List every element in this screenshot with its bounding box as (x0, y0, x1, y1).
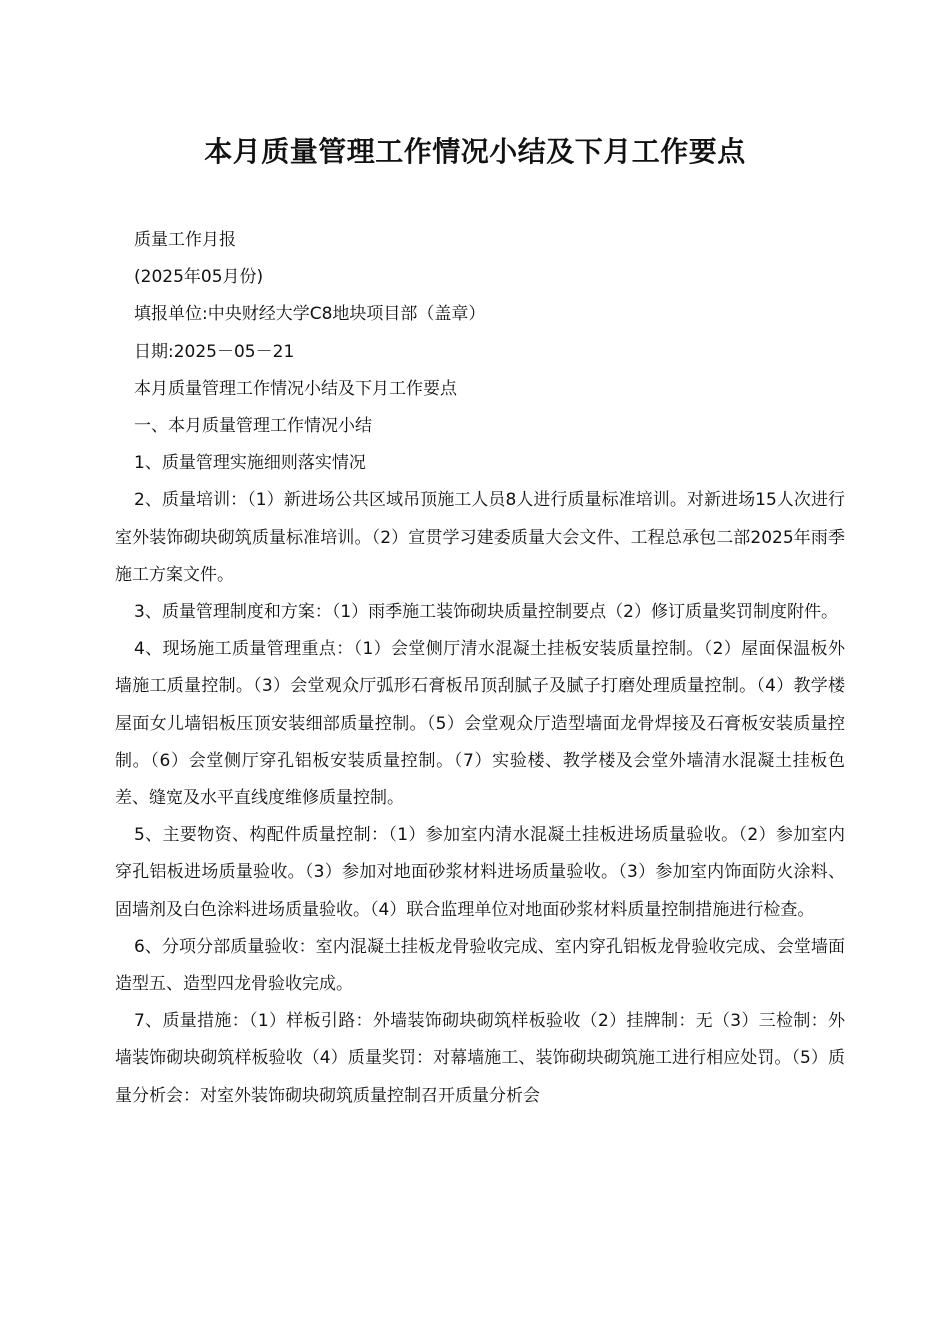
paragraph-date: 日期:2025－05－21 (134, 341, 295, 362)
paragraph-item-7: 7、质量措施：（1）样板引路：外墙装饰砌块砌筑样板验收（2）挂牌制：无（3）三检制：外墙装饰砌块砌筑样板验收（4）质量奖罚：对幕墙施工、装饰砌块砌筑施工进行相应处罚。（5）质量分析会：对室外装饰砌块砌筑质量控制召开质量分析会 (115, 1011, 845, 1106)
paragraph-item-5: 5、主要物资、构配件质量控制：（1）参加室内清水混凝土挂板进场质量验收。（2）参加室内穿孔铝板进场质量验收。（3）参加对地面砂浆材料进场质量验收。（3）参加室内饰面防火涂料、固墙剂及白色涂料进场质量验收。（4）联合监理单位对地面砂浆材料质量控制措施进行检查。 (115, 825, 845, 920)
paragraph-item-1: 1、质量管理实施细则落实情况 (134, 453, 366, 474)
document-title: 本月质量管理工作情况小结及下月工作要点 (204, 135, 746, 168)
paragraph-period: (2025年05月份) (134, 267, 264, 288)
paragraph-item-6: 6、分项分部质量验收：室内混凝土挂板龙骨验收完成、室内穿孔铝板龙骨验收完成、会堂墙面造型五、造型四龙骨验收完成。 (115, 936, 845, 995)
paragraph-item-2: 2、质量培训：（1）新进场公共区域吊顶施工人员8人进行质量标准培训。对新进场15人次进行室外装饰砌块砌筑质量标准培训。（2）宣贯学习建委质量大会文件、工程总承包二部2025年雨季施工方案文件。 (115, 490, 845, 585)
paragraph-reporting-unit: 填报单位:中央财经大学C8地块项目部（盖章） (134, 304, 486, 325)
paragraph-subtitle: 本月质量管理工作情况小结及下月工作要点 (134, 378, 457, 399)
paragraph-section-heading: 一、本月质量管理工作情况小结 (134, 416, 372, 437)
paragraph-item-3: 3、质量管理制度和方案：（1）雨季施工装饰砌块质量控制要点（2）修订质量奖罚制度附件。 (134, 602, 838, 623)
paragraph-item-4: 4、现场施工质量管理重点：（1）会堂侧厅清水混凝土挂板安装质量控制。（2）屋面保温板外墙施工质量控制。（3）会堂观众厅弧形石膏板吊顶刮腻子及腻子打磨处理质量控制。（4）教学楼屋面女儿墙铝板压顶安装细部质量控制。（5）会堂观众厅造型墙面龙骨焊接及石膏板安装质量控制。（6）会堂侧厅穿孔铝板安装质量控制。（7）实验楼、教学楼及会堂外墙清水混凝土挂板色差、缝宽及水平直线度维修质量控制。 (115, 639, 845, 809)
document-body (115, 222, 845, 1115)
paragraph-report-name: 质量工作月报 (134, 230, 236, 250)
